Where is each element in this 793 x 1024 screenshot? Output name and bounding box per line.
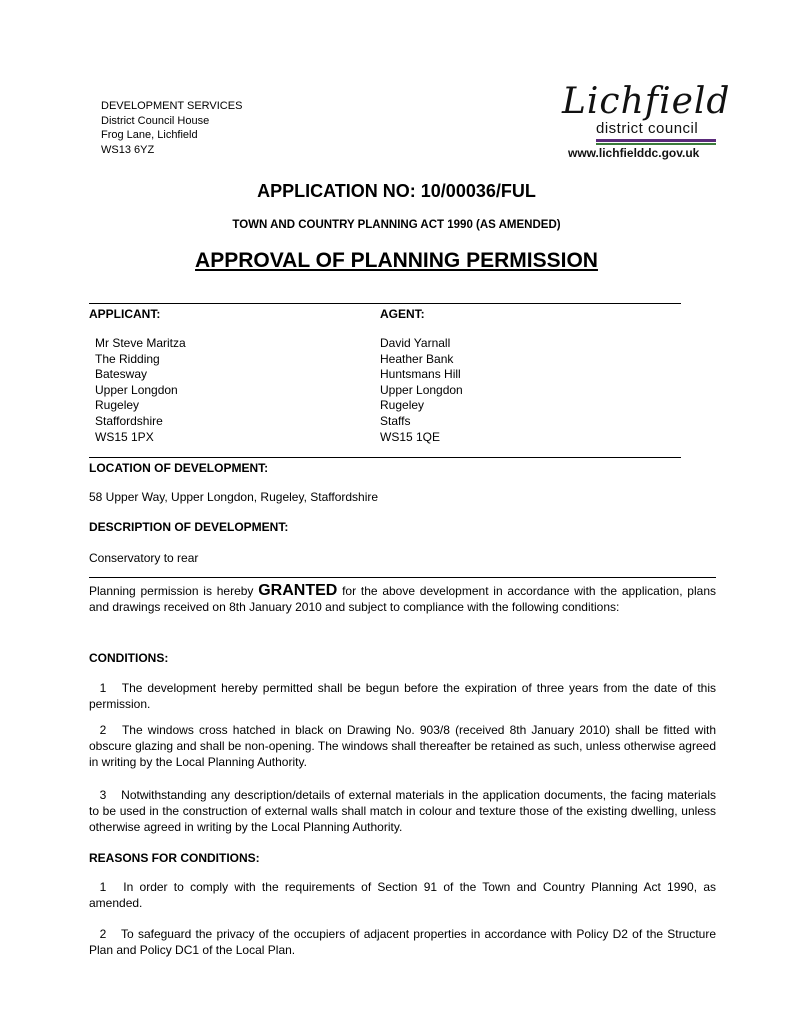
reason-text: To safeguard the privacy of the occupiers of adjacent properties in accordance with Policy D2 of the Structure Plan and Policy DC1 of the Local Plan. xyxy=(89,927,716,957)
agent-line: Rugeley xyxy=(380,398,425,413)
applicant-address xyxy=(95,336,186,445)
agent-line: David Yarnall xyxy=(380,336,451,350)
divider xyxy=(89,457,681,458)
condition-item xyxy=(89,787,716,835)
location-heading: LOCATION OF DEVELOPMENT: xyxy=(89,461,269,475)
address-line: Frog Lane, Lichfield xyxy=(101,129,198,141)
applicant-line: Batesway xyxy=(95,367,148,382)
logo-subtitle: district council xyxy=(596,120,699,137)
applicant-line: Rugeley xyxy=(95,398,140,413)
condition-item xyxy=(89,680,716,712)
condition-text: Notwithstanding any description/details of external materials in the application documents, the facing materials to be used in the construction of external walls shall match in colour and texture those of the existing dwelling, unless otherwise agreed in writing by the Local Planning Authority. xyxy=(89,788,716,834)
applicant-line: Staffordshire xyxy=(95,413,163,428)
reason-item xyxy=(89,879,716,911)
reasons-heading: REASONS FOR CONDITIONS: xyxy=(89,851,260,865)
permission-text: Planning permission is hereby xyxy=(89,584,259,598)
divider xyxy=(89,303,681,304)
agent-line: WS15 1QE xyxy=(380,429,441,444)
permission-statement xyxy=(89,583,716,615)
description-heading: DESCRIPTION OF DEVELOPMENT: xyxy=(89,520,289,534)
conditions-heading: CONDITIONS: xyxy=(89,651,169,665)
agent-line: Staffs xyxy=(380,413,411,428)
reason-number: 2 xyxy=(99,927,107,941)
condition-item xyxy=(89,722,716,770)
condition-text: The windows cross hatched in black on Drawing No. 903/8 (received 8th January 2010) shall be fitted with obscure glazing and shall be non-opening. The windows shall thereafter be retained as such, unless otherwise agreed in writing by the Local Planning Authority. xyxy=(89,723,716,769)
applicant-line: Mr Steve Maritza xyxy=(95,336,186,350)
condition-text: The development hereby permitted shall be begun before the expiration of three years from the date of this permission. xyxy=(89,681,716,711)
approval-heading: APPROVAL OF PLANNING PERMISSION xyxy=(195,249,598,272)
granted-word: GRANTED xyxy=(258,582,338,599)
description-text: Conservatory to rear xyxy=(89,551,199,565)
logo-bar-green xyxy=(596,143,716,145)
applicant-line: Upper Longdon xyxy=(95,382,178,397)
reason-number: 1 xyxy=(99,880,107,894)
application-number: APPLICATION NO: 10/00036/FUL xyxy=(257,181,536,201)
reason-text: In order to comply with the requirements of Section 91 of the Town and Country Planning Act 1990, as amended. xyxy=(89,880,716,910)
logo-bar-purple xyxy=(596,139,716,142)
permission-text: for the above development in accordance with the application, plans and drawings received on 8th January 2010 and subject to compliance with the following conditions: xyxy=(89,584,716,614)
agent-address xyxy=(380,336,463,445)
agent-line: Heather Bank xyxy=(380,351,454,366)
logo-url: www.lichfielddc.gov.uk xyxy=(568,146,700,160)
act-title: TOWN AND COUNTRY PLANNING ACT 1990 (AS AMENDED) xyxy=(232,219,561,231)
condition-number: 1 xyxy=(99,681,107,695)
agent-heading: AGENT: xyxy=(380,307,425,321)
address-line: District Council House xyxy=(101,114,210,127)
sender-address xyxy=(101,99,242,157)
location-text: 58 Upper Way, Upper Longdon, Rugeley, Staffordshire xyxy=(89,490,379,504)
applicant-line: WS15 1PX xyxy=(95,429,154,444)
council-logo xyxy=(552,81,731,162)
applicant-line: The Ridding xyxy=(95,351,160,366)
condition-number: 3 xyxy=(99,788,107,802)
reason-item xyxy=(89,926,716,958)
condition-number: 2 xyxy=(99,723,107,737)
applicant-heading: APPLICANT: xyxy=(89,307,161,321)
divider xyxy=(89,577,716,578)
agent-line: Upper Longdon xyxy=(380,382,463,397)
agent-line: Huntsmans Hill xyxy=(380,367,461,382)
address-line: DEVELOPMENT SERVICES xyxy=(101,100,243,112)
address-line: WS13 6YZ xyxy=(101,143,155,156)
logo-name: Lichfield xyxy=(562,81,731,122)
